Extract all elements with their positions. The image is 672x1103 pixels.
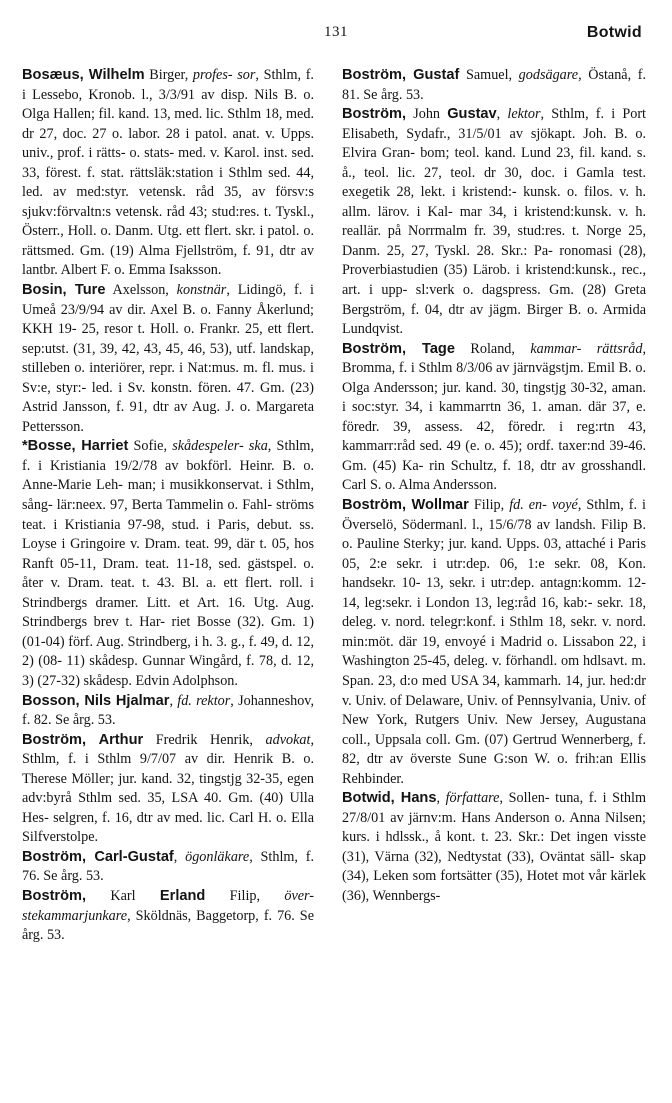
entry-title: skådespeler- ska: [172, 438, 268, 455]
entry-text: , Sthlm, f. i Port Elisabeth, Sydafr., 31/5/01 av sjökapt. Joh. B. o. Elvira Gran- bom; teol. kand. Lund 23, fil. kand. s. å., teol. lic. 27, teol. dr 30, doc. i Gamla test. exegetik 28, lekt. i kristend:- kunsk. o. filos. v. h. allm. lärov. i Kal- mar 34, i kristend:kunsk. v. h. reallär. på Norrmalm fr. 39, stud:res. t. Norge 25, Danm. 25, 27, Tyskl. 28. Skr.: Pa- ronomasi (28), Proverbiastudien (35) Lärob. i kristend:kunsk., rec., art. i upp- sl:verk o. dagspress. Gm. (28) Greta Bergström, f. 04, dtr av jägm. Birger B. o. Armida Lundqvist.: [342, 106, 646, 338]
entry-name: *Bosse, Harriet: [22, 438, 129, 455]
entry-given: ,: [173, 848, 186, 865]
entry-bostrom-john-gustav: [342, 105, 646, 340]
entry-title: godsägare: [518, 67, 579, 83]
entry-name: Bosson, Nils Hjalmar: [22, 692, 170, 709]
entry-bostrom-erland: [22, 887, 314, 946]
entry-bostrom-tage: [342, 340, 646, 496]
entry-title: kammar- rättsråd: [530, 340, 643, 357]
entry-title: konstnär: [176, 282, 227, 299]
left-column: [22, 66, 314, 946]
entry-given: Axelsson,: [105, 282, 177, 299]
entry-title: fd. rektor: [177, 692, 231, 709]
right-column: [342, 66, 646, 907]
entry-name: Boström, Wollmar: [342, 497, 469, 514]
entry-bostrom-gustaf: [342, 66, 646, 105]
entry-bosson-nils: [22, 692, 314, 731]
entry-text: , Lidingö, f. i Umeå 23/9/94 av dir. Axel B. o. Fanny Åkerlund; KKH 19- 25, resor t. Holl. o. Frankr. 25, ett flert. sep:utst. (31, 39, 42, 43, 45, 46, 53), utf. landskap, stilleben o. interiörer, repr. i Nat:mus. m. fl. mus. i Sv:e, styr:- led. i Sv. konstn. fören. 47. Gm. (23) Astrid Jansson, f. 91, dtr av Aug. J. o. Margareta Pettersson.: [22, 282, 314, 435]
entry-text: , Sthlm, f. i Kristiania 19/2/78 av bokförl. Heinr. B. o. Anne-Marie Leh- man; i musikkonservat. i Sthlm, sång- lär:neex. 97, Berta Tammelin o. Fahl- ströms teat. i Kristiania 97-98, stud. i Paris, debut. ss. Loyse i Gringoire v. Dram. teat. 99, där t. 05, hos Ranft 05-11, Dram. teat. 11-18, sed. gästspel. o. åter v. Dram. teat. t. 43. Bl. a. ett flert. roll. i Strindbergs dramer. Litt. et Art. 16. Utg. Aug. Strindbergs brev t. Har- riet Bosse (32). Gm. 1) (01-04) förf. Aug. Strindberg, i h. 3. g., f. 49, d. 12, 2) (08- 11) skådesp. Gunnar Wingård, f. 78, d. 12, 3) (27-32) skådesp. Edvin Adolphson.: [22, 438, 315, 689]
entry-title: advokat: [265, 731, 311, 748]
entry-name: Bosin, Ture: [22, 282, 106, 299]
entry-bostrom-arthur: [22, 731, 314, 848]
entry-given: Fredrik Henrik,: [143, 731, 266, 748]
entry-title: ögonläkare: [185, 848, 250, 865]
entry-given: Samuel,: [459, 67, 519, 83]
entry-given: Sofie,: [128, 438, 173, 455]
entry-given: John: [406, 106, 448, 123]
entry-bosaeus-wilhelm: [22, 66, 314, 281]
entry-text: , Sköldnäs, Baggetorp, f. 76. Se årg. 53.: [22, 907, 314, 944]
entry-text: , Sthlm, f. i Överselö, Södermanl. l., 15/6/78 av landsh. Filip B. o. Pauline Sterky; jur. kand. Upps. 03, attaché i Paris 05, 2:e sekr. i utr:dep. 06, 1:e sekr. 08, Kon. handsekr. 10- 13, sekr. i utr:dep. antagn:komm. 12-14, leg:sekr. i London 13, leg:råd 16, kab:- sekr. 18, deleg. v. nord. telegr:konf. i Sthlm 18, sekr. v. nord. min:möt. där 19, envoyé i Madrid o. Lissabon 22, i Washington 25-45, deleg. v. förhandl. om hdlsavt. m. Span. 23, d:o med USA 34, kammarh. 14, jur. hed:dr v. Univ. of Delaware, Univ. of Pennsylvania, Univ. of New York, Rutgers Univ. New Jersey, Augustana coll., Uppsala coll. Gm. (07) Gertrud Wennerberg, f. 82, dtr av överste Sune G:son W. o. frih:an Ellis Rehbinder.: [342, 497, 647, 787]
entry-name: Boström,: [342, 106, 407, 123]
entry-text: , Johanneshov, f. 82. Se årg. 53.: [22, 692, 315, 729]
entry-title: författare: [445, 790, 500, 807]
entry-bosin-ture: [22, 281, 314, 437]
entry-title: fd. en- voyé: [509, 497, 578, 514]
entry-title: över- stekammarjunkare: [22, 887, 314, 924]
entry-text: , Sthlm, f. i Lessebo, Kronob. l., 3/3/91 av disp. Nils B. o. Olga Hallen; fil. kand. 13, med. lic. Sthlm 18, med. dr 27, doc. 27 o. labor. 28 i patol. anat. v. Upps. univ., prof. i rätts- o. stats- med. v. Karol. inst. sed. 33, förest. f. stat. rättsläk:station i Sthlm sed. 44, led. av med:styr. vetensk. råd 35, av försv:s sjukv:förvaltn:s vetensk. råd 43; stud:res. t. Tyskl., Österr., Holl. o. Danm. Utg. ett flert. skr. i patol. o. rättsmed. Gm. (19) Alma Fjellström, f. 91, dtr av lantbr. Albert F. o. Emma Isaksson.: [22, 67, 314, 279]
entry-name-2: Erland: [159, 887, 206, 904]
page-number: 131: [324, 24, 348, 40]
entry-name: Boström, Carl-Gustaf: [22, 848, 174, 865]
entry-text: , Östanå, f. 81. Se årg. 53.: [342, 67, 647, 103]
entry-given: ,: [169, 692, 178, 709]
entry-bosse-harriet: [22, 437, 314, 691]
entry-name: Boström, Arthur: [22, 731, 144, 748]
entry-bostrom-carl-gustaf: [22, 848, 314, 887]
entry-text: , Sthlm, f. i Sthlm 9/7/07 av dir. Henrik B. o. Therese Möller; jur. kand. 32, tingstjg 32-35, egen adv:byrå Sthlm sed. 35, LSA 40. Gm. (40) Ulla Hes- selgren, f. 16, dtr av med. lic. Carl H. o. Ella Silfverstolpe.: [22, 731, 315, 846]
entry-given: Birger,: [144, 67, 193, 83]
entry-given: Karl: [86, 887, 160, 904]
entry-name: Bosæus, Wilhelm: [22, 67, 145, 83]
entry-given: Roland,: [454, 340, 531, 357]
entry-given: Filip,: [468, 497, 510, 514]
entry-name: Boström, Gustaf: [342, 67, 460, 83]
entry-text: , Sthlm, f. 76. Se årg. 53.: [22, 848, 314, 885]
entry-given-2: Filip,: [205, 887, 285, 904]
entry-title: profes- sor: [192, 67, 256, 83]
entry-name: Boström,: [22, 887, 87, 904]
entry-name-2: Gustav: [447, 106, 497, 123]
entry-name: Boström, Tage: [342, 340, 455, 357]
entry-title: lektor: [507, 106, 541, 123]
entry-given-2: ,: [496, 106, 508, 123]
entry-bostrom-wollmar: [342, 496, 646, 789]
entry-text: , Bromma, f. i Sthlm 8/3/06 av järnvägstjm. Emil B. o. Olga Andersson; jur. kand. 30, tingstjg 30-32, aman. i soc:styr. 34, i kammarrtn 36, 1. aman. där 37, e. föredr. 39, assess. 42, föredr. i reg:rtn 43, kammarr:råd sed. 49 (e. o. 45); ordf. taxer:nd 39-46. Gm. (45) Ka- rin Schultz, f. 18, dtr av grosshandl. Carl S. o. Alma Andersson.: [342, 340, 646, 494]
entry-text: , Sollen- tuna, f. i Sthlm 27/8/01 av järnv:m. Hans Anderson o. Anna Nilsen; kurs. i hdlssk., å kont. t. 23. Skr.: Det ingen visste (31), Värna (32), Nedtystat (33), Oväntat säll- skap (34), Leken som fortsätter (35), Hotet mot vår kärlek (36), Wennbergs-: [342, 790, 647, 904]
entry-name: Botwid, Hans: [342, 790, 437, 807]
entry-given: ,: [436, 790, 446, 807]
entry-botwid-hans: [342, 789, 646, 906]
running-head: Botwid: [586, 24, 642, 41]
